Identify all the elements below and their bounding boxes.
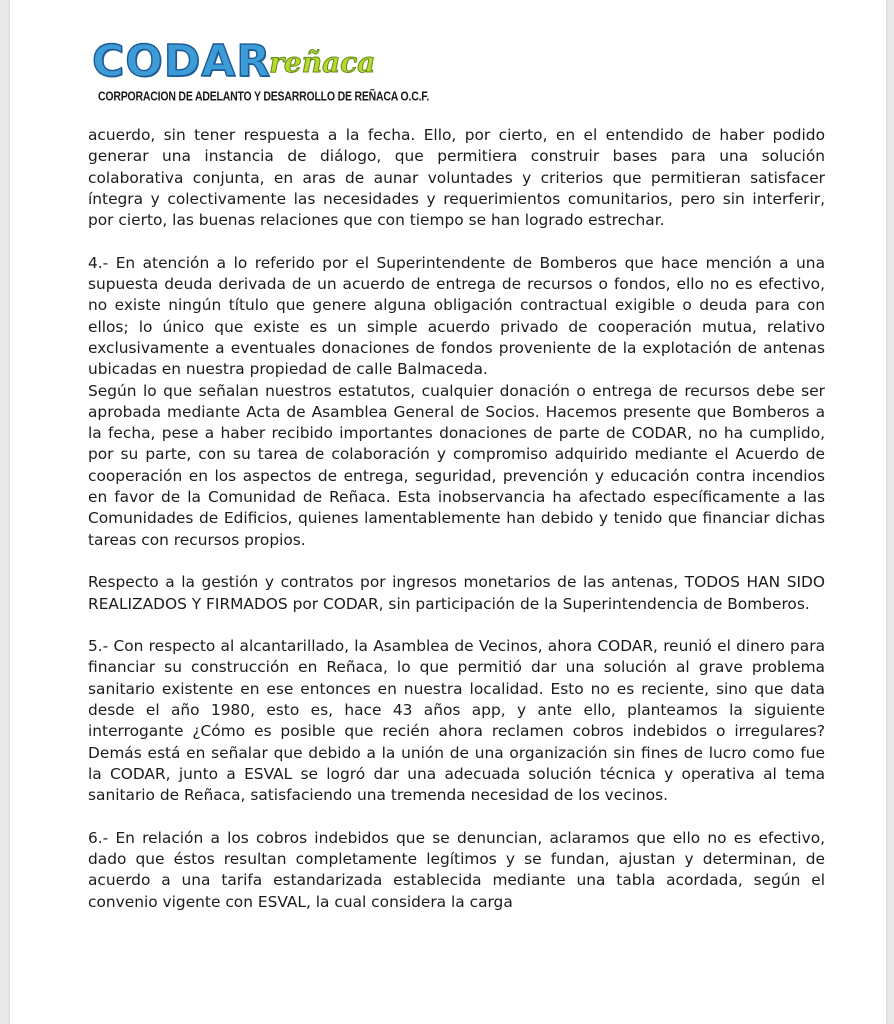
- paragraph-point-4: 4.- En atención a lo referido por el Superintendente de Bomberos que hace mención a una supuesta deuda derivada de un acuerdo de entrega de recursos o fondos, ello no es efectivo, no existe ningún título que genere alguna obligación contractual exigible o deuda para con ellos; lo único que existe es un simple acuerdo privado de cooperación mutua, relativo exclusivamente a eventuales donaciones de fondos proveniente de la explotación de antenas ubicadas en nuestra propiedad de calle Balmaceda.: [88, 253, 825, 379]
- paragraph-statutes: Según lo que señalan nuestros estatutos, cualquier donación o entrega de recursos debe ser aprobada mediante Acta de Asamblea General de Socios. Hacemos presente que Bomberos a la fecha, pese a haber recibido importantes donaciones de parte de CODAR, no ha cumplido, por su parte, con su tarea de colaboración y compromiso adquirido mediante el Acuerdo de cooperación en los aspectos de entrega, seguridad, prevención y educación contra incendios en favor de la Comunidad de Reñaca. Esta inobservancia ha afectado específicamente a las Comunidades de Edificios, quienes lamentablemente han debido y tenido que financiar dichas tareas con recursos propios.: [88, 381, 825, 549]
- document-body: [88, 125, 825, 913]
- document-page: [10, 0, 886, 1024]
- codar-logo: [92, 36, 430, 110]
- paragraph-point-6: 6.- En relación a los cobros indebidos que se denuncian, aclaramos que ello no es efectivo, dado que éstos resultan completamente legítimos y se fundan, ajustan y determinan, de acuerdo a una tarifa estandarizada establecida mediante una tabla acordada, según el convenio vigente con ESVAL, la cual considera la carga: [88, 828, 825, 911]
- paragraph-point-5: 5.- Con respecto al alcantarillado, la Asamblea de Vecinos, ahora CODAR, reunió el dinero para financiar su construcción en Reñaca, lo que permitió dar una solución al grave problema sanitario existente en ese entonces en nuestra localidad. Esto no es reciente, sino que data desde el año 1980, esto es, hace 43 años app, y ante ello, planteamos la siguiente interrogante ¿Cómo es posible que recién ahora reclamen cobros indebidos o irregulares? Demás está en señalar que debido a la unión de una organización sin fines de lucro como fue la CODAR, junto a ESVAL se logró dar una adecuada solución técnica y operativa al tema sanitario de Reñaca, satisfaciendo una tremenda necesidad de los vecinos.: [88, 637, 825, 805]
- logo-renaca-text: reñaca: [269, 46, 376, 79]
- logo-wordmark: [92, 36, 375, 88]
- paragraph-continuation: acuerdo, sin tener respuesta a la fecha. Ello, por cierto, en el entendido de haber podido generar una instancia de diálogo, que permitiera construir bases para una solución colaborativa conjunta, en aras de aunar voluntades y criterios que permitieran satisfacer íntegra y colectivamente las necesidades y requerimientos comunitarios, pero sin interferir, por cierto, las buenas relaciones que con tiempo se han logrado estrechar.: [88, 126, 825, 230]
- paragraph-antennas: Respecto a la gestión y contratos por ingresos monetarios de las antenas, TODOS HAN SIDO REALIZADOS Y FIRMADOS por CODAR, sin participación de la Superintendencia de Bomberos.: [88, 573, 825, 613]
- logo-subtitle: CORPORACION DE ADELANTO Y DESARROLLO DE REÑACA O.C.F.: [98, 89, 430, 104]
- logo-codar-text: CODAR: [92, 36, 272, 87]
